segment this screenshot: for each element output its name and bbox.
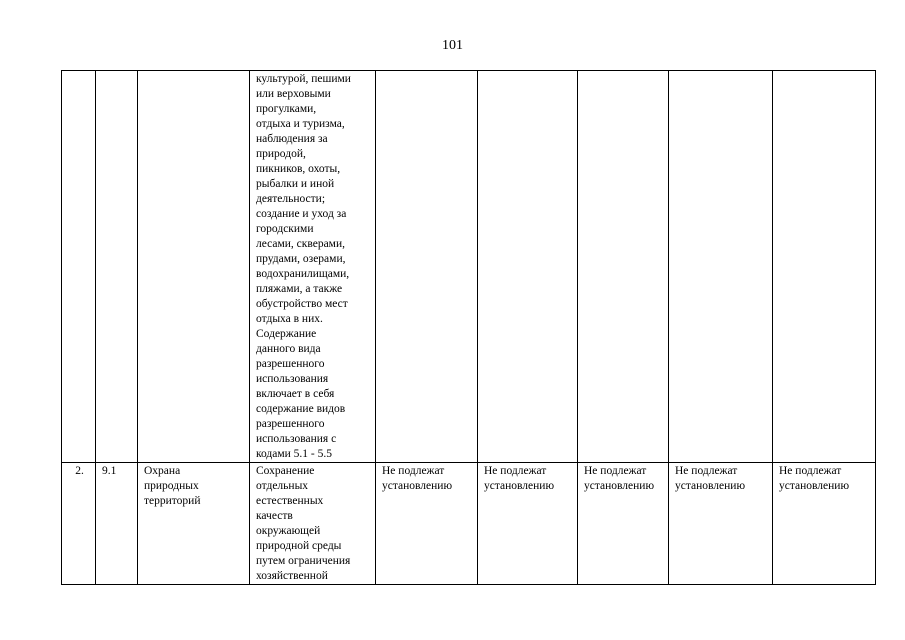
cell-param-4: Не подлежат установлению	[669, 463, 773, 585]
cell-param-3: Не подлежат установлению	[578, 463, 669, 585]
cell-param-2	[478, 71, 578, 463]
table-row-continuation	[62, 71, 876, 463]
table-row-2	[62, 463, 876, 585]
cell-code	[96, 71, 138, 463]
cell-description: Сохранение отдельных естественных качеств окружающей природной среды путем ограничения хозяйственной	[250, 463, 376, 585]
cell-num	[62, 71, 96, 463]
cell-name: Охрана природных территорий	[138, 463, 250, 585]
cell-param-1: Не подлежат установлению	[376, 463, 478, 585]
cell-param-1	[376, 71, 478, 463]
page-number: 101	[442, 38, 463, 53]
cell-description: культурой, пешими или верховыми прогулками, отдыха и туризма, наблюдения за природой, пикников, охоты, рыбалки и иной деятельности; создание и уход за городскими лесами, скверами, прудами, озерами, водохранилищами, пляжами, а также обустройство мест отдыха в них. Содержание данного вида разрешенного использования включает в себя содержание видов разрешенного использования с кодами 5.1 - 5.5	[250, 71, 376, 463]
cell-param-4	[669, 71, 773, 463]
cell-param-3	[578, 71, 669, 463]
cell-param-2: Не подлежат установлению	[478, 463, 578, 585]
cell-num: 2.	[62, 463, 96, 585]
cell-code: 9.1	[96, 463, 138, 585]
cell-param-5	[773, 71, 876, 463]
cell-name	[138, 71, 250, 463]
zoning-table	[61, 70, 876, 585]
cell-param-5: Не подлежат установлению	[773, 463, 876, 585]
